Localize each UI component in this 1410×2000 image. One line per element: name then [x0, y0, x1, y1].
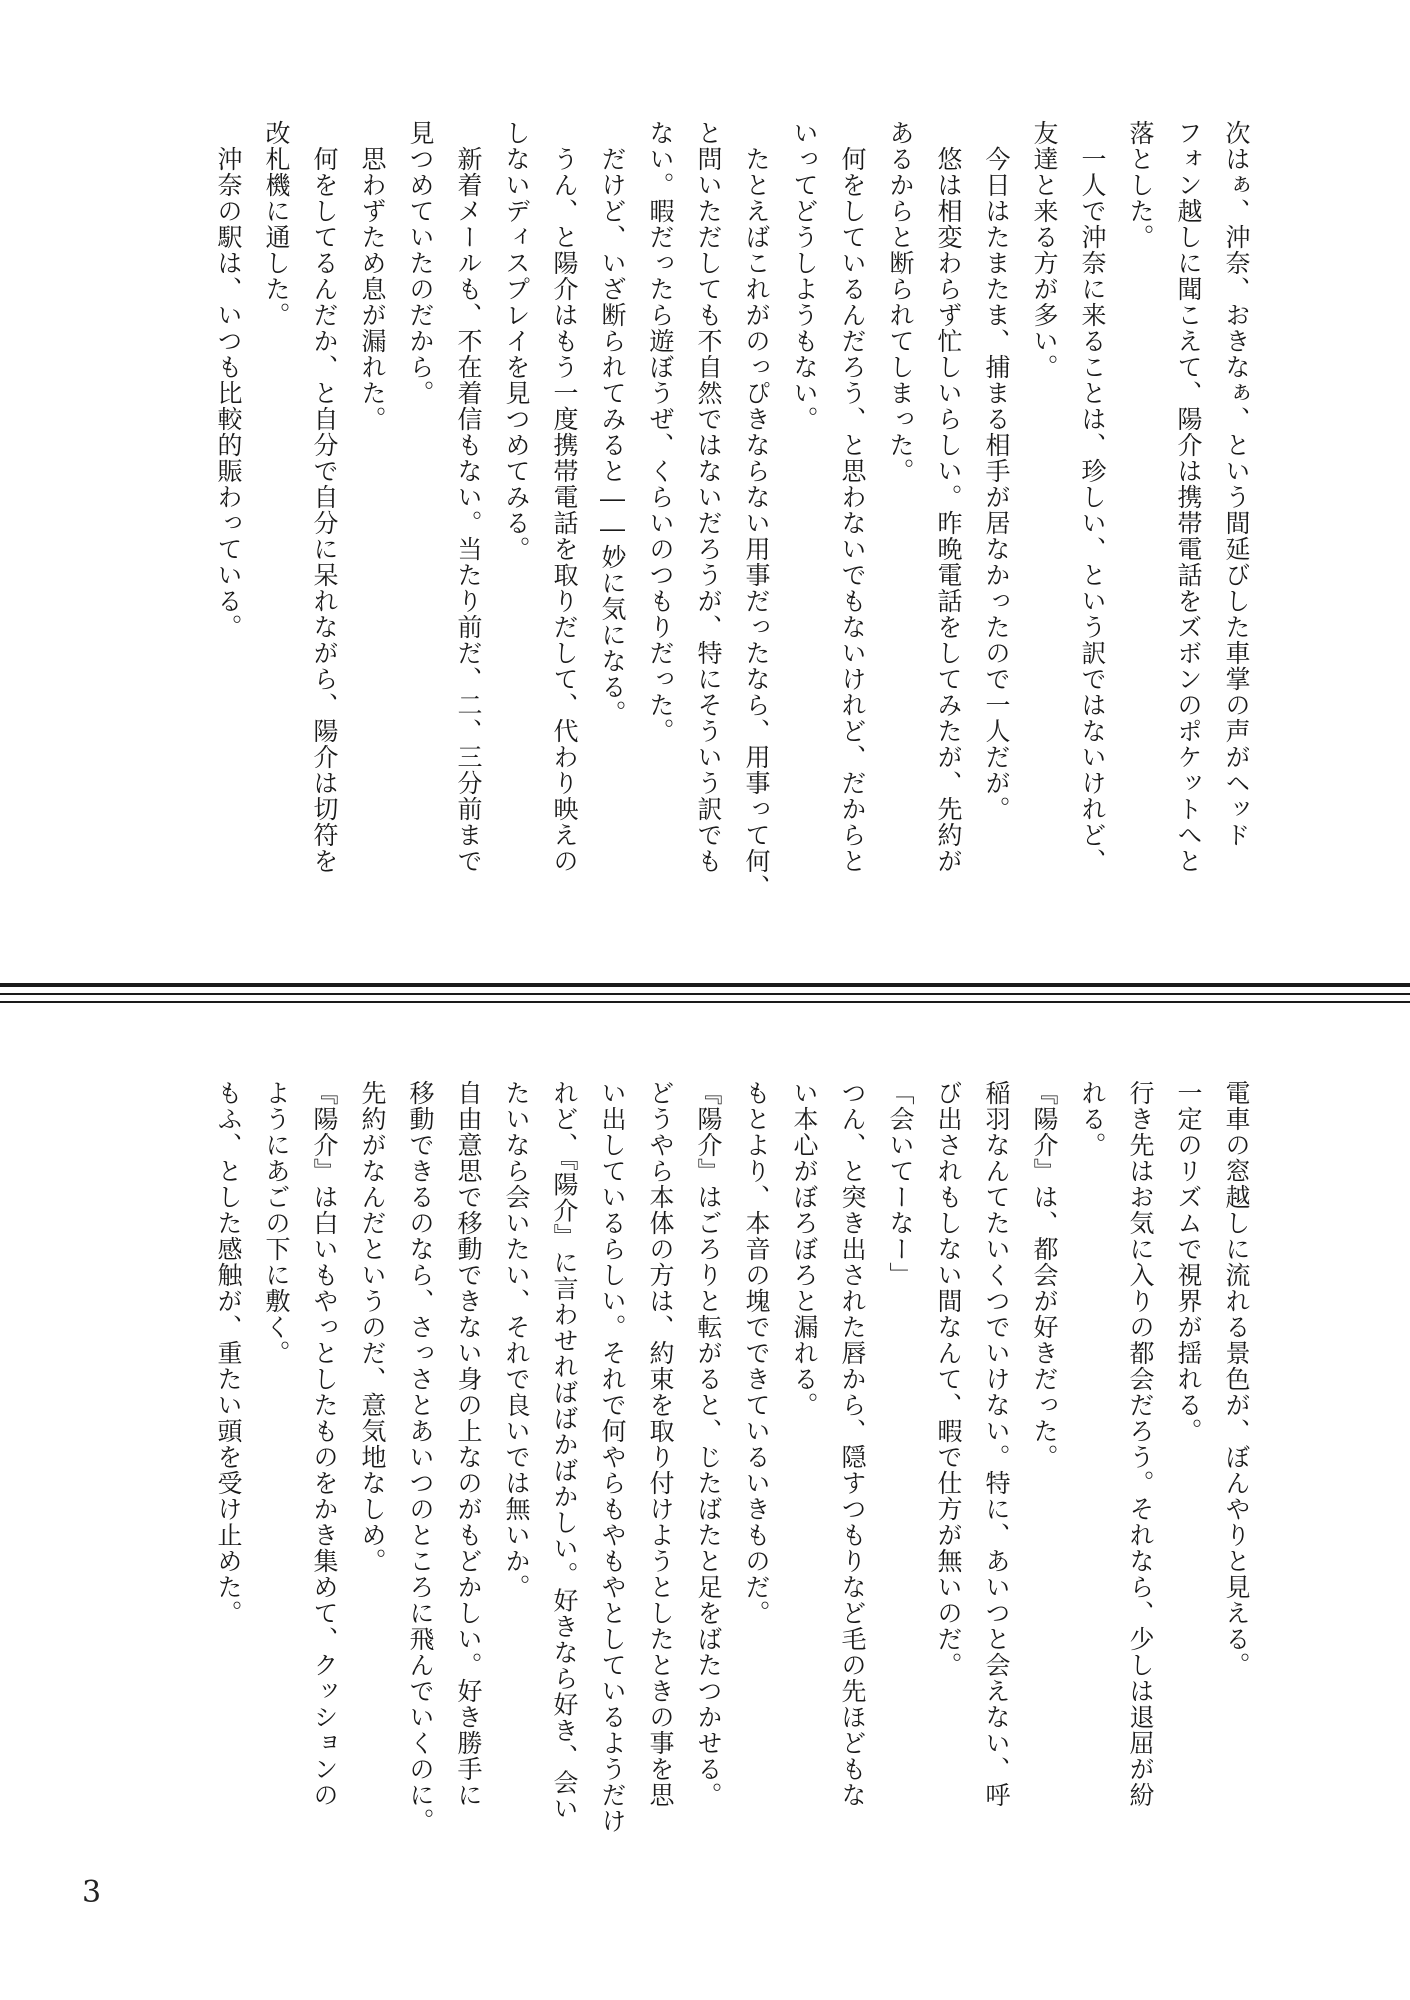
text-line: び出されもしない間なんて、暇で仕方が無いのだ。 [934, 1080, 963, 1678]
text-line: 一人で沖奈に来ることは、珍しい、という訳ではないけれど、 [1078, 120, 1107, 874]
text-line: い出しているらしい。それで何やらもやもやとしているようだけ [598, 1080, 627, 1834]
text-line: 『陽介』はごろりと転がると、じたばたと足をばたつかせる。 [694, 1080, 723, 1808]
text-line: うん、と陽介はもう一度携帯電話を取りだして、代わり映えの [550, 120, 579, 874]
bottom-text-block [140, 1080, 1260, 1900]
text-line: 『陽介』は、都会が好きだった。 [1030, 1080, 1059, 1470]
text-line: しないディスプレイを見つめてみる。 [502, 120, 531, 562]
text-line: 移動できるのなら、さっさとあいつのところに飛んでいくのに。 [406, 1080, 435, 1834]
text-line: 「会いてーなー」 [886, 1080, 915, 1288]
text-line: 一定のリズムで視界が揺れる。 [1174, 1080, 1203, 1444]
section-divider-rule [0, 983, 1410, 987]
text-line: 行き先はお気に入りの都会だろう。それなら、少しは退屈が紛 [1126, 1080, 1155, 1808]
section-divider-rule [0, 993, 1410, 995]
text-line: 思わずため息が漏れた。 [358, 120, 387, 432]
text-line: い本心がぼろぼろと漏れる。 [790, 1080, 819, 1418]
text-line: どうやら本体の方は、約束を取り付けようとしたときの事を思 [646, 1080, 675, 1808]
text-line: 自由意思で移動できない身の上なのがもどかしい。好き勝手に [454, 1080, 483, 1808]
text-line: 改札機に通した。 [262, 120, 291, 328]
text-line: つん、と突き出された唇から、隠すつもりなど毛の先ほどもな [838, 1080, 867, 1808]
text-line: 先約がなんだというのだ、意気地なしめ。 [358, 1080, 387, 1574]
text-line: フォン越しに聞こえて、陽介は携帯電話をズボンのポケットへと [1174, 120, 1203, 874]
text-line: れる。 [1078, 1080, 1107, 1158]
text-line: たとえばこれがのっぴきならない用事だったなら、用事って何、 [742, 120, 771, 900]
text-line: 沖奈の駅は、いつも比較的賑わっている。 [214, 120, 243, 640]
text-line: たいなら会いたい、それで良いでは無いか。 [502, 1080, 531, 1600]
text-line: と問いただしても不自然ではないだろうが、特にそういう訳でも [694, 120, 723, 874]
text-line: もとより、本音の塊でできているいきものだ。 [742, 1080, 771, 1626]
text-line: 見つめていたのだから。 [406, 120, 435, 406]
text-line: 友達と来る方が多い。 [1030, 120, 1059, 380]
text-line: 『陽介』は白いもやっとしたものをかき集めて、クッションの [310, 1080, 339, 1808]
text-line: ない。暇だったら遊ぼうぜ、くらいのつもりだった。 [646, 120, 675, 744]
text-line: 新着メールも、不在着信もない。当たり前だ、二、三分前まで [454, 120, 483, 874]
text-line: 次はぁ、沖奈、おきなぁ、という間延びした車掌の声がヘッド [1222, 120, 1251, 848]
text-line: 落とした。 [1126, 120, 1155, 250]
text-line: だけど、いざ断られてみると――妙に気になる。 [598, 120, 627, 726]
text-line: ようにあごの下に敷く。 [262, 1080, 291, 1366]
section-divider-rule [0, 1001, 1410, 1003]
text-line: 悠は相変わらず忙しいらしい。昨晩電話をしてみたが、先約が [934, 120, 963, 874]
page-number: 3 [82, 1875, 102, 1910]
text-line: 稲羽なんてたいくつでいけない。特に、あいつと会えない、呼 [982, 1080, 1011, 1808]
top-text-block [140, 120, 1260, 940]
text-line: れど、『陽介』に言わせればばかばかしい。好きなら好き、会い [550, 1080, 579, 1822]
text-line: 今日はたまたま、捕まる相手が居なかったので一人だが。 [982, 120, 1011, 822]
text-line: もふ、とした感触が、重たい頭を受け止めた。 [214, 1080, 243, 1626]
text-line: 何をしているんだろう、と思わないでもないけれど、だからと [838, 120, 867, 874]
text-line: 電車の窓越しに流れる景色が、ぼんやりと見える。 [1222, 1080, 1251, 1678]
text-line: 何をしてるんだか、と自分で自分に呆れながら、陽介は切符を [310, 120, 339, 874]
text-line: いってどうしようもない。 [790, 120, 819, 432]
text-line: あるからと断られてしまった。 [886, 120, 915, 484]
